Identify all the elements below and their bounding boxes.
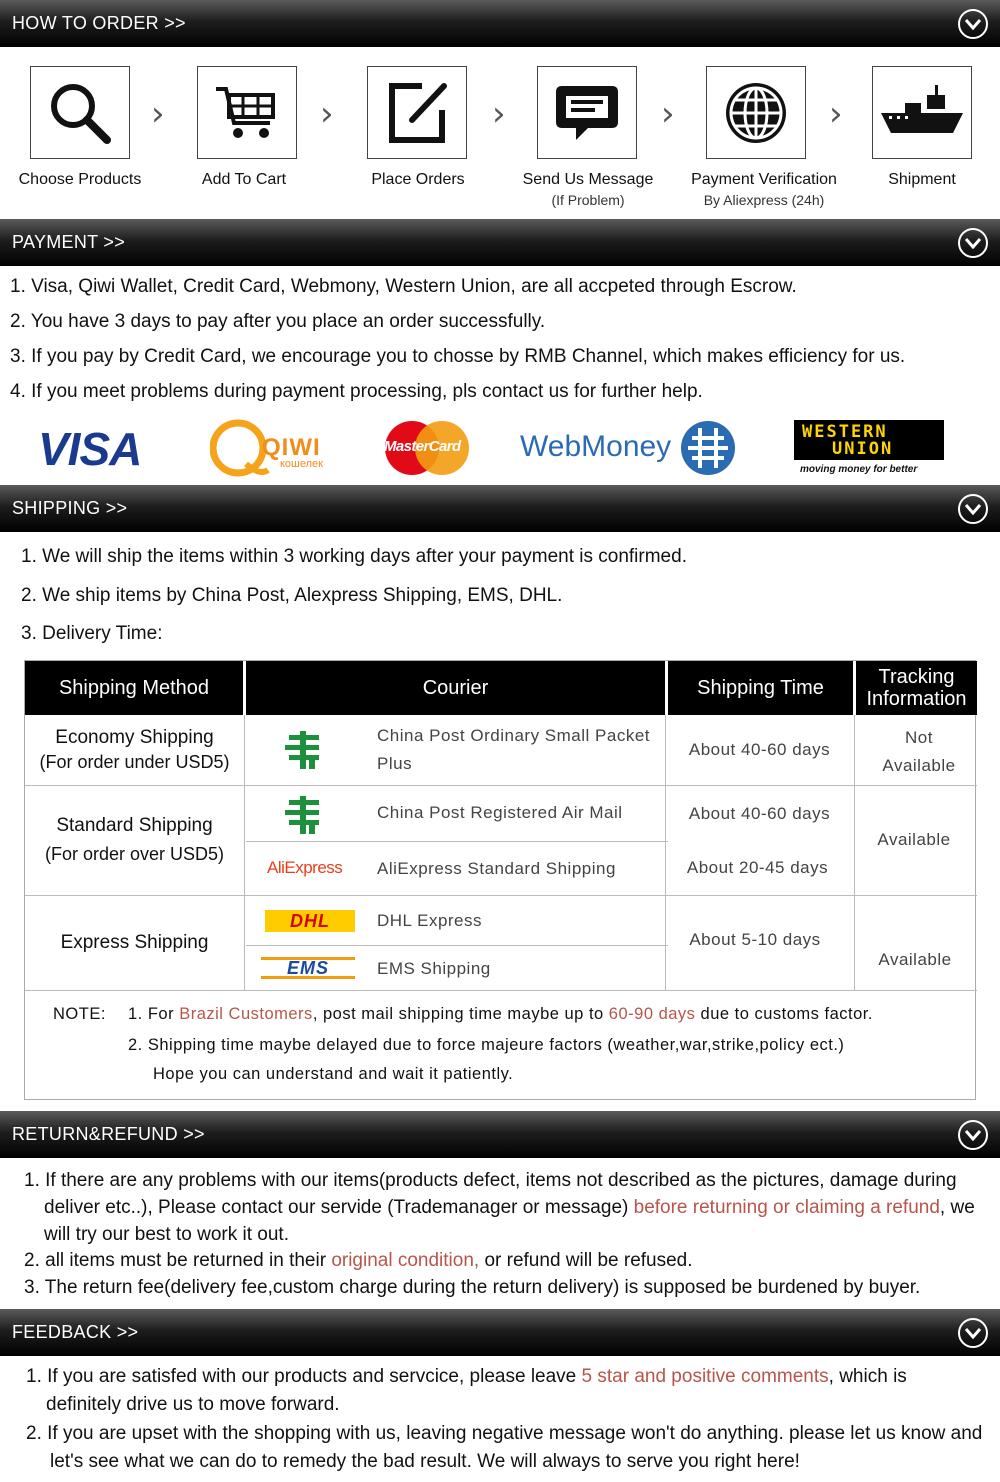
chevron-down-icon[interactable] xyxy=(958,228,988,258)
tracking-status: Not Available xyxy=(882,728,956,775)
payment-logos xyxy=(0,416,1000,482)
shopping-cart-icon xyxy=(197,66,297,159)
return-item-3: 3. The return fee(delivery fee,custom charge during the return delivery) is supposed be burdened by buyer. xyxy=(24,1277,921,1298)
tracking-status: Available xyxy=(878,950,952,969)
list-item: 3. Delivery Time: xyxy=(21,623,163,644)
payment-list xyxy=(10,276,990,416)
shipping-time: About 20-45 days xyxy=(686,858,829,877)
list-item: 3. If you pay by Credit Card, we encourage you to chosse by RMB Channel, which makes efficiency for us. xyxy=(10,346,906,367)
dhl-logo: DHL xyxy=(265,910,355,932)
chevron-right-icon: › xyxy=(492,94,506,134)
section-title: HOW TO ORDER >> xyxy=(12,13,186,33)
feedback-banner xyxy=(0,1309,1000,1356)
shipping-list xyxy=(21,546,687,662)
header-courier: Courier xyxy=(246,661,665,715)
method-express: Express Shipping xyxy=(60,931,209,953)
visa-logo: VISA xyxy=(38,423,142,475)
step-label: Add To Cart xyxy=(201,171,287,188)
step-label: Place Orders xyxy=(371,171,465,188)
step-sublabel: (If Problem) xyxy=(551,192,625,208)
step-label: Choose Products xyxy=(18,171,142,188)
ship-icon xyxy=(872,66,972,159)
chevron-down-icon[interactable] xyxy=(958,1318,988,1348)
list-item: 2. We ship items by China Post, Alexpress Shipping, EMS, DHL. xyxy=(21,584,563,606)
western-union-logo: WESTERN UNION moving money for better xyxy=(794,420,944,478)
ems-logo: EMS xyxy=(261,957,355,979)
message-icon xyxy=(537,66,637,159)
aliexpress-logo: AliExpress xyxy=(267,858,343,877)
step-label: Send Us Message xyxy=(522,171,654,188)
return-refund-banner xyxy=(0,1111,1000,1158)
list-item: 1. Visa, Qiwi Wallet, Credit Card, Webmony, Western Union, are all accpeted through Escrow. xyxy=(10,276,797,297)
magnifier-icon xyxy=(30,66,130,159)
shipping-time: About 40-60 days xyxy=(688,804,831,823)
courier-ems: EMS Shipping xyxy=(377,959,491,978)
note-label: NOTE: xyxy=(53,1005,106,1023)
shipping-table xyxy=(24,660,976,1100)
note-line-1: 1. For Brazil Customers, post mail shipping time maybe up to 60-90 days due to customs factor. xyxy=(128,1005,873,1023)
list-item: 4. If you meet problems during payment processing, pls contact us for further help. xyxy=(10,381,703,402)
chevron-right-icon: › xyxy=(829,94,843,134)
courier-aliexpress-standard: AliExpress Standard Shipping xyxy=(377,859,616,878)
shipping-time: About 40-60 days xyxy=(688,740,831,759)
chevron-right-icon: › xyxy=(661,94,675,134)
how-to-order-banner xyxy=(0,0,1000,47)
step-label: Payment Verification xyxy=(691,171,837,188)
webmoney-logo: WebMoney xyxy=(520,424,740,480)
section-title: FEEDBACK >> xyxy=(12,1322,139,1342)
header-shipping-time: Shipping Time xyxy=(668,661,853,715)
note-line-3: Hope you can understand and wait it patiently. xyxy=(153,1065,514,1083)
payment-banner xyxy=(0,219,1000,266)
list-item: 2. You have 3 days to pay after you place an order successfully. xyxy=(10,311,546,332)
feedback-item-2: 2. If you are upset with the shopping with us, leaving negative message won't do anything. please let us know and let's see what we can do to remedy the bad result. We will always to serve you right here! xyxy=(26,1423,983,1472)
china-post-logo-icon xyxy=(283,731,323,774)
courier-china-post-ordinary: China Post Ordinary Small Packet Plus xyxy=(377,726,650,773)
section-title: PAYMENT >> xyxy=(12,232,126,252)
method-economy: Economy Shipping (For order under USD5) xyxy=(39,727,230,772)
chevron-right-icon: › xyxy=(151,94,165,134)
section-title: RETURN&REFUND >> xyxy=(12,1124,205,1144)
chevron-down-icon[interactable] xyxy=(958,494,988,524)
note-line-2: 2. Shipping time maybe delayed due to force majeure factors (weather,war,strike,policy ect.) xyxy=(128,1036,845,1054)
return-item-1: 1. If there are any problems with our items(products defect, items not described as the pictures, damage during deliver etc..), Please contact our servide (Trademanager or message) before returning or claiming a refund, we will try our best to work it out. xyxy=(24,1170,975,1245)
feedback-item-1: 1. If you are satisfed with our products and servcice, please leave 5 star and positive comments, which is definitely drive us to move forward. xyxy=(26,1366,907,1415)
header-tracking: Tracking Information xyxy=(856,661,977,715)
shipping-time: About 5-10 days xyxy=(689,930,821,949)
header-shipping-method: Shipping Method xyxy=(25,661,243,715)
chevron-right-icon: › xyxy=(320,94,334,134)
globe-icon xyxy=(706,66,806,159)
step-label: Shipment xyxy=(888,171,956,188)
tracking-status: Available xyxy=(877,830,951,849)
qiwi-logo: QIWI кошелек xyxy=(210,418,340,480)
china-post-logo-icon xyxy=(283,796,323,839)
step-sublabel: By Aliexpress (24h) xyxy=(703,192,825,208)
order-steps xyxy=(0,48,1000,218)
section-title: SHIPPING >> xyxy=(12,498,128,518)
mastercard-logo: MasterCard xyxy=(382,420,472,476)
chevron-down-icon[interactable] xyxy=(958,1120,988,1150)
return-item-2: 2. all items must be returned in their original condition, or refund will be refused. xyxy=(24,1250,693,1271)
courier-dhl-express: DHL Express xyxy=(377,911,483,930)
chevron-down-icon[interactable] xyxy=(958,9,988,39)
shipping-banner xyxy=(0,485,1000,532)
courier-china-post-registered: China Post Registered Air Mail xyxy=(377,803,623,822)
method-standard: Standard Shipping (For order over USD5) xyxy=(44,815,225,864)
edit-order-icon xyxy=(367,66,467,159)
list-item: 1. We will ship the items within 3 working days after your payment is confirmed. xyxy=(21,546,687,567)
